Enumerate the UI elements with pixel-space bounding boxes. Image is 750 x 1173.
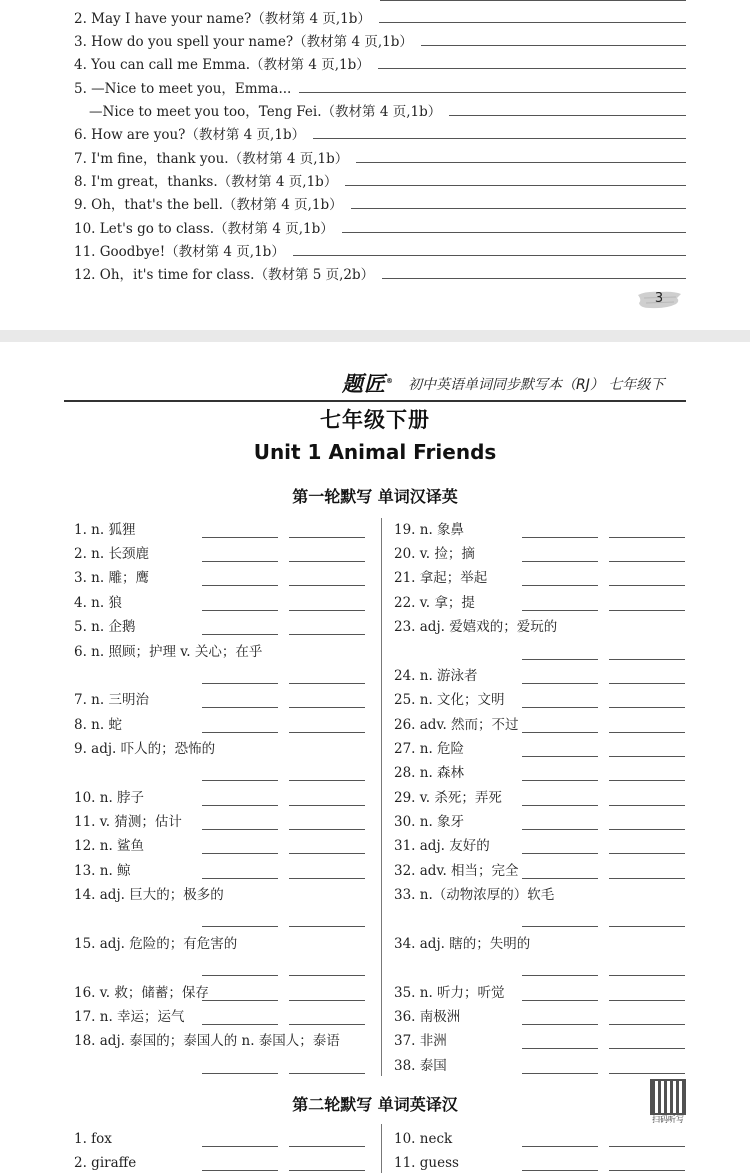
- sentence-row: [74, 215, 686, 237]
- vocab-row: [74, 542, 369, 564]
- vocab-prompt: 36. 南极洲: [394, 1009, 461, 1025]
- answer-blank[interactable]: [522, 1024, 598, 1025]
- sentence-text: 10. Let's go to class.（教材第 4 页,1b）: [74, 221, 334, 237]
- answer-blank[interactable]: [522, 610, 598, 611]
- answer-blank[interactable]: [522, 1073, 598, 1074]
- answer-blank[interactable]: [609, 780, 685, 781]
- vocab-row: [394, 859, 687, 881]
- vocab-prompt: 26. adv. 然而；不过: [394, 717, 519, 733]
- vocab-row: [74, 834, 369, 856]
- answer-blank[interactable]: [522, 732, 598, 733]
- answer-blank[interactable]: [202, 1000, 278, 1001]
- vocab-prompt: 2. n. 长颈鹿: [74, 546, 149, 562]
- vocab-row-continuation: [74, 907, 369, 929]
- sentence-text: 3. How do you spell your name?（教材第 4 页,1b）: [74, 34, 413, 50]
- vocab-row: [394, 810, 687, 832]
- answer-blank[interactable]: [522, 780, 598, 781]
- sentence-row: [89, 98, 686, 120]
- answer-blank[interactable]: [202, 926, 278, 927]
- answer-blank[interactable]: [609, 1024, 685, 1025]
- answer-blank[interactable]: [609, 1146, 685, 1147]
- unit-title: Unit 1 Animal Friends: [253, 440, 497, 464]
- vocab-prompt: 35. n. 听力；听觉: [394, 985, 505, 1001]
- answer-blank[interactable]: [289, 561, 365, 562]
- answer-blank[interactable]: [202, 805, 278, 806]
- answer-blank[interactable]: [202, 853, 278, 854]
- answer-blank[interactable]: [289, 975, 365, 976]
- answer-line[interactable]: [299, 92, 686, 93]
- answer-blank[interactable]: [522, 878, 598, 879]
- vocab-prompt: 21. 拿起；举起: [394, 570, 488, 586]
- vocab-row-continuation: [74, 761, 369, 783]
- vocab-row: [74, 1127, 369, 1149]
- sentence-row: [74, 191, 686, 213]
- vocab-prompt: 20. v. 捡；摘: [394, 546, 475, 562]
- vocab-row: [394, 737, 687, 759]
- vocab-row: [394, 981, 687, 1003]
- answer-blank[interactable]: [289, 853, 365, 854]
- answer-blank[interactable]: [202, 1024, 278, 1025]
- vocab-prompt: 10. neck: [394, 1131, 453, 1147]
- answer-blank[interactable]: [289, 683, 365, 684]
- vocab-row: [394, 518, 687, 540]
- sentence-row: [74, 75, 686, 97]
- vocab-prompt: 27. n. 危险: [394, 741, 465, 757]
- sentence-text: 5. —Nice to meet you，Emma...: [74, 81, 292, 97]
- sentence-row: [74, 121, 686, 143]
- vocab-row: [74, 883, 369, 905]
- answer-line[interactable]: [378, 68, 686, 69]
- sentence-row: [74, 5, 686, 27]
- answer-blank[interactable]: [522, 975, 598, 976]
- vocab-prompt: 33. n.（动物浓厚的）软毛: [394, 887, 555, 903]
- vocab-prompt: 4. n. 狼: [74, 595, 122, 611]
- vocab-row: [74, 518, 369, 540]
- answer-blank[interactable]: [609, 537, 685, 538]
- vocab-prompt: 2. giraffe: [74, 1155, 137, 1171]
- sentence-row: [74, 28, 686, 50]
- answer-blank[interactable]: [289, 805, 365, 806]
- answer-blank[interactable]: [289, 1000, 365, 1001]
- grade-title: 七年级下册: [320, 408, 430, 432]
- answer-line[interactable]: [345, 185, 686, 186]
- answer-blank[interactable]: [609, 756, 685, 757]
- answer-line[interactable]: [382, 278, 686, 279]
- answer-blank[interactable]: [609, 1170, 685, 1171]
- page-number-badge: [636, 289, 682, 311]
- answer-blank[interactable]: [202, 610, 278, 611]
- vocab-row: [394, 713, 687, 735]
- answer-blank[interactable]: [609, 707, 685, 708]
- answer-blank[interactable]: [202, 585, 278, 586]
- sentence-text: 9. Oh，that's the bell.（教材第 4 页,1b）: [74, 197, 343, 213]
- sentence-text: 11. Goodbye!（教材第 4 页,1b）: [74, 244, 285, 260]
- vocab-prompt: 18. adj. 泰国的；泰国人的 n. 泰国人；泰语: [74, 1033, 340, 1049]
- vocab-row-continuation: [74, 1054, 369, 1076]
- vocab-row: [394, 761, 687, 783]
- answer-blank[interactable]: [609, 1000, 685, 1001]
- section-title-round-2: 第二轮默写 单词英译汉: [292, 1095, 458, 1114]
- vocab-row: [74, 1151, 369, 1173]
- answer-blank[interactable]: [202, 1146, 278, 1147]
- vocab-row: [74, 786, 369, 808]
- vocab-prompt: 12. n. 鲨鱼: [74, 838, 145, 854]
- answer-blank[interactable]: [202, 634, 278, 635]
- vocab-prompt: 16. v. 救；储蓄；保存: [74, 985, 209, 1001]
- vocab-row: [74, 810, 369, 832]
- answer-blank[interactable]: [609, 805, 685, 806]
- sentence-row: [74, 145, 686, 167]
- answer-blank[interactable]: [522, 1170, 598, 1171]
- vocab-row: [74, 688, 369, 710]
- answer-blank[interactable]: [289, 1170, 365, 1171]
- vocab-row: [394, 1151, 687, 1173]
- answer-blank[interactable]: [609, 1073, 685, 1074]
- vocab-row: [74, 591, 369, 613]
- vocab-row: [394, 883, 687, 905]
- previous-page: [0, 0, 750, 330]
- answer-blank[interactable]: [522, 537, 598, 538]
- answer-blank[interactable]: [609, 926, 685, 927]
- vocab-row: [394, 1029, 687, 1051]
- vocab-prompt: 32. adv. 相当；完全: [394, 863, 519, 879]
- answer-blank[interactable]: [522, 561, 598, 562]
- answer-blank[interactable]: [289, 707, 365, 708]
- answer-blank[interactable]: [609, 683, 685, 684]
- vocab-row-continuation: [394, 907, 687, 929]
- answer-blank[interactable]: [289, 926, 365, 927]
- vocab-prompt: 9. adj. 吓人的；恐怖的: [74, 741, 216, 757]
- answer-blank[interactable]: [522, 1146, 598, 1147]
- answer-blank[interactable]: [202, 683, 278, 684]
- vocab-row-continuation: [74, 956, 369, 978]
- vocab-prompt: 17. n. 幸运；运气: [74, 1009, 185, 1025]
- answer-blank[interactable]: [202, 975, 278, 976]
- vocab-prompt: 8. n. 蛇: [74, 717, 122, 733]
- answer-blank[interactable]: [609, 829, 685, 830]
- answer-blank[interactable]: [202, 732, 278, 733]
- answer-blank[interactable]: [202, 561, 278, 562]
- answer-blank[interactable]: [522, 805, 598, 806]
- answer-line[interactable]: [342, 232, 686, 233]
- answer-blank[interactable]: [522, 829, 598, 830]
- vocab-prompt: 1. n. 狐狸: [74, 522, 136, 538]
- vocab-row: [394, 591, 687, 613]
- vocab-prompt: 23. adj. 爱嬉戏的；爱玩的: [394, 619, 558, 635]
- sentence-row: [74, 51, 686, 73]
- answer-blank[interactable]: [522, 853, 598, 854]
- answer-blank[interactable]: [289, 1146, 365, 1147]
- vocab-row: [394, 834, 687, 856]
- sentence-text: 12. Oh，it's time for class.（教材第 5 页,2b）: [74, 267, 375, 283]
- top-overflow-line: [380, 0, 686, 1]
- answer-blank[interactable]: [522, 659, 598, 660]
- answer-blank[interactable]: [202, 1073, 278, 1074]
- answer-blank[interactable]: [522, 683, 598, 684]
- answer-line[interactable]: [313, 138, 686, 139]
- vocab-row: [74, 859, 369, 881]
- vocab-row: [74, 932, 369, 954]
- vocab-prompt: 10. n. 脖子: [74, 790, 145, 806]
- vocab-row: [74, 737, 369, 759]
- vocab-row: [394, 566, 687, 588]
- answer-blank[interactable]: [522, 1048, 598, 1049]
- answer-blank[interactable]: [289, 634, 365, 635]
- vocab-prompt: 15. adj. 危险的；有危害的: [74, 936, 238, 952]
- vocab-row: [394, 542, 687, 564]
- vocab-row: [394, 932, 687, 954]
- vocab-prompt: 7. n. 三明治: [74, 692, 149, 708]
- page-number: 3: [654, 291, 664, 306]
- vocab-row: [394, 1005, 687, 1027]
- answer-blank[interactable]: [609, 561, 685, 562]
- vocab-row: [74, 566, 369, 588]
- answer-blank[interactable]: [609, 975, 685, 976]
- vocab-prompt: 28. n. 森林: [394, 765, 465, 781]
- vocab-row: [394, 615, 687, 637]
- vocab-row: [74, 981, 369, 1003]
- sentence-row: [74, 261, 686, 283]
- vocab-prompt: 31. adj. 友好的: [394, 838, 490, 854]
- vocab-prompt: 37. 非洲: [394, 1033, 447, 1049]
- brand-logo: 题匠®: [342, 372, 394, 396]
- sentence-text: 6. How are you?（教材第 4 页,1b）: [74, 127, 306, 143]
- answer-blank[interactable]: [289, 1024, 365, 1025]
- sentence-text: 8. I'm great，thanks.（教材第 4 页,1b）: [74, 174, 338, 190]
- answer-blank[interactable]: [609, 585, 685, 586]
- column-divider: [381, 518, 382, 1076]
- vocab-prompt: 22. v. 拿；提: [394, 595, 475, 611]
- vocab-row: [394, 1054, 687, 1076]
- answer-blank[interactable]: [202, 707, 278, 708]
- vocab-row-continuation: [394, 956, 687, 978]
- vocab-prompt: 1. fox: [74, 1131, 112, 1147]
- answer-blank[interactable]: [202, 829, 278, 830]
- answer-blank[interactable]: [522, 1000, 598, 1001]
- answer-blank[interactable]: [522, 926, 598, 927]
- answer-line[interactable]: [351, 208, 686, 209]
- answer-blank[interactable]: [289, 610, 365, 611]
- vocab-row: [394, 664, 687, 686]
- answer-line[interactable]: [421, 45, 686, 46]
- vocab-prompt: 34. adj. 瞎的；失明的: [394, 936, 531, 952]
- answer-blank[interactable]: [609, 853, 685, 854]
- vocab-row: [74, 615, 369, 637]
- vocab-prompt: 30. n. 象牙: [394, 814, 465, 830]
- answer-blank[interactable]: [609, 878, 685, 879]
- vocab-prompt: 6. n. 照顾；护理 v. 关心；在乎: [74, 644, 263, 660]
- answer-blank[interactable]: [609, 1048, 685, 1049]
- answer-blank[interactable]: [609, 610, 685, 611]
- answer-blank[interactable]: [522, 585, 598, 586]
- vocab-row: [394, 688, 687, 710]
- answer-line[interactable]: [356, 162, 686, 163]
- qr-code-label: 扫码听写: [652, 1115, 684, 1124]
- answer-blank[interactable]: [289, 732, 365, 733]
- answer-blank[interactable]: [202, 1170, 278, 1171]
- vocab-row-continuation: [74, 664, 369, 686]
- header-rule: [64, 400, 686, 402]
- answer-blank[interactable]: [522, 707, 598, 708]
- answer-blank[interactable]: [289, 878, 365, 879]
- vocab-row: [394, 1127, 687, 1149]
- answer-line[interactable]: [379, 22, 686, 23]
- vocab-prompt: 5. n. 企鹅: [74, 619, 136, 635]
- answer-line[interactable]: [293, 255, 686, 256]
- answer-blank[interactable]: [609, 732, 685, 733]
- answer-blank[interactable]: [289, 537, 365, 538]
- column-divider: [381, 1124, 382, 1173]
- answer-blank[interactable]: [609, 659, 685, 660]
- vocab-row-continuation: [394, 640, 687, 662]
- sentence-row: [74, 168, 686, 190]
- section-title-round-1: 第一轮默写 单词汉译英: [292, 487, 458, 506]
- vocab-prompt: 29. v. 杀死；弄死: [394, 790, 502, 806]
- vocab-prompt: 3. n. 雕；鹰: [74, 570, 149, 586]
- vocab-prompt: 19. n. 象鼻: [394, 522, 465, 538]
- answer-blank[interactable]: [202, 780, 278, 781]
- vocab-row: [394, 786, 687, 808]
- answer-blank[interactable]: [289, 585, 365, 586]
- answer-blank[interactable]: [202, 537, 278, 538]
- answer-blank[interactable]: [522, 756, 598, 757]
- vocab-row: [74, 640, 369, 662]
- book-title: 初中英语单词同步默写本（RJ） 七年级下: [408, 377, 665, 393]
- vocab-prompt: 14. adj. 巨大的；极多的: [74, 887, 224, 903]
- sentence-text: 4. You can call me Emma.（教材第 4 页,1b）: [74, 57, 370, 73]
- sentence-row: [74, 238, 686, 260]
- answer-blank[interactable]: [289, 780, 365, 781]
- answer-line[interactable]: [449, 115, 686, 116]
- vocab-prompt: 13. n. 鲸: [74, 863, 131, 879]
- vocab-prompt: 25. n. 文化；文明: [394, 692, 505, 708]
- vocab-prompt: 11. guess: [394, 1155, 459, 1171]
- vocab-prompt: 11. v. 猜测；估计: [74, 814, 182, 830]
- answer-blank[interactable]: [289, 829, 365, 830]
- vocab-row: [74, 713, 369, 735]
- sentence-text: —Nice to meet you too，Teng Fei.（教材第 4 页,1b）: [89, 104, 442, 120]
- vocab-row: [74, 1029, 369, 1051]
- sentence-text: 7. I'm fine，thank you.（教材第 4 页,1b）: [74, 151, 349, 167]
- sentence-text: 2. May I have your name?（教材第 4 页,1b）: [74, 11, 371, 27]
- vocab-row: [74, 1005, 369, 1027]
- vocab-prompt: 24. n. 游泳者: [394, 668, 478, 684]
- answer-blank[interactable]: [202, 878, 278, 879]
- answer-blank[interactable]: [289, 1073, 365, 1074]
- vocab-prompt: 38. 泰国: [394, 1058, 447, 1074]
